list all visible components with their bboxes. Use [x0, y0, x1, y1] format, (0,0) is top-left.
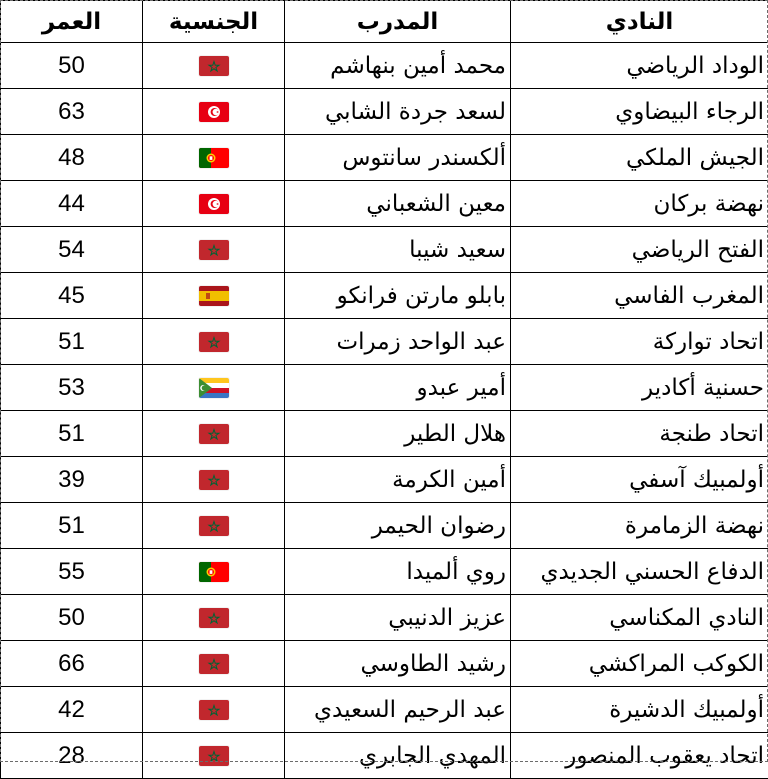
- table-row: [1, 687, 768, 733]
- table-body: [1, 43, 768, 779]
- table-row: [1, 457, 768, 503]
- nationality-cell: [143, 319, 285, 365]
- age-cell: 51: [1, 411, 143, 457]
- club-cell: الكوكب المراكشي: [511, 641, 768, 687]
- header-row: [1, 1, 768, 43]
- coach-cell: أمين الكرمة: [285, 457, 511, 503]
- table-row: [1, 319, 768, 365]
- age-cell: 48: [1, 135, 143, 181]
- header-nationality: الجنسية: [143, 1, 285, 43]
- club-cell: نهضة الزمامرة: [511, 503, 768, 549]
- club-cell: أولمبيك آسفي: [511, 457, 768, 503]
- age-cell: 66: [1, 641, 143, 687]
- coach-cell: رضوان الحيمر: [285, 503, 511, 549]
- morocco-flag-icon: [199, 424, 229, 444]
- header-age: العمر: [1, 1, 143, 43]
- nationality-cell: [143, 365, 285, 411]
- coach-cell: رشيد الطاوسي: [285, 641, 511, 687]
- age-cell: 51: [1, 503, 143, 549]
- spain-flag-icon: [199, 286, 229, 306]
- coach-cell: ألكسندر سانتوس: [285, 135, 511, 181]
- table-row: [1, 43, 768, 89]
- coach-cell: هلال الطير: [285, 411, 511, 457]
- nationality-cell: [143, 89, 285, 135]
- coach-cell: روي ألميدا: [285, 549, 511, 595]
- morocco-flag-icon: [199, 516, 229, 536]
- coach-cell: المهدي الجابري: [285, 733, 511, 779]
- age-cell: 42: [1, 687, 143, 733]
- age-cell: 28: [1, 733, 143, 779]
- age-cell: 63: [1, 89, 143, 135]
- table-row: [1, 733, 768, 779]
- nationality-cell: [143, 227, 285, 273]
- table-row: [1, 503, 768, 549]
- age-cell: 44: [1, 181, 143, 227]
- club-cell: الدفاع الحسني الجديدي: [511, 549, 768, 595]
- tunisia-flag-icon: [199, 194, 229, 214]
- age-cell: 55: [1, 549, 143, 595]
- header-club: النادي: [511, 1, 768, 43]
- portugal-flag-icon: [199, 562, 229, 582]
- nationality-cell: [143, 273, 285, 319]
- coach-cell: عبد الرحيم السعيدي: [285, 687, 511, 733]
- coach-cell: عبد الواحد زمرات: [285, 319, 511, 365]
- header-coach: المدرب: [285, 1, 511, 43]
- table-row: [1, 641, 768, 687]
- club-cell: المغرب الفاسي: [511, 273, 768, 319]
- coach-cell: سعيد شيبا: [285, 227, 511, 273]
- table-row: [1, 89, 768, 135]
- coach-cell: محمد أمين بنهاشم: [285, 43, 511, 89]
- club-cell: اتحاد تواركة: [511, 319, 768, 365]
- club-cell: اتحاد طنجة: [511, 411, 768, 457]
- comoros-flag-icon: [199, 378, 229, 398]
- coach-cell: عزيز الدنيبي: [285, 595, 511, 641]
- nationality-cell: [143, 135, 285, 181]
- morocco-flag-icon: [199, 608, 229, 628]
- morocco-flag-icon: [199, 470, 229, 490]
- club-cell: حسنية أكادير: [511, 365, 768, 411]
- nationality-cell: [143, 181, 285, 227]
- nationality-cell: [143, 595, 285, 641]
- portugal-flag-icon: [199, 148, 229, 168]
- morocco-flag-icon: [199, 240, 229, 260]
- coach-cell: لسعد جردة الشابي: [285, 89, 511, 135]
- table-row: [1, 273, 768, 319]
- age-cell: 51: [1, 319, 143, 365]
- coach-cell: بابلو مارتن فرانكو: [285, 273, 511, 319]
- club-cell: اتحاد يعقوب المنصور: [511, 733, 768, 779]
- table-row: [1, 181, 768, 227]
- table-row: [1, 365, 768, 411]
- nationality-cell: [143, 457, 285, 503]
- age-cell: 50: [1, 43, 143, 89]
- nationality-cell: [143, 503, 285, 549]
- club-cell: الفتح الرياضي: [511, 227, 768, 273]
- club-cell: الرجاء البيضاوي: [511, 89, 768, 135]
- nationality-cell: [143, 733, 285, 779]
- morocco-flag-icon: [199, 654, 229, 674]
- club-cell: الجيش الملكي: [511, 135, 768, 181]
- nationality-cell: [143, 641, 285, 687]
- coach-cell: أمير عبدو: [285, 365, 511, 411]
- table-row: [1, 411, 768, 457]
- nationality-cell: [143, 687, 285, 733]
- table-row: [1, 549, 768, 595]
- club-cell: أولمبيك الدشيرة: [511, 687, 768, 733]
- table-row: [1, 595, 768, 641]
- age-cell: 53: [1, 365, 143, 411]
- morocco-flag-icon: [199, 746, 229, 766]
- table-row: [1, 227, 768, 273]
- nationality-cell: [143, 43, 285, 89]
- coach-cell: معين الشعباني: [285, 181, 511, 227]
- age-cell: 45: [1, 273, 143, 319]
- nationality-cell: [143, 411, 285, 457]
- morocco-flag-icon: [199, 700, 229, 720]
- morocco-flag-icon: [199, 332, 229, 352]
- club-cell: الوداد الرياضي: [511, 43, 768, 89]
- table-row: [1, 135, 768, 181]
- age-cell: 54: [1, 227, 143, 273]
- club-cell: نهضة بركان: [511, 181, 768, 227]
- morocco-flag-icon: [199, 56, 229, 76]
- tunisia-flag-icon: [199, 102, 229, 122]
- age-cell: 39: [1, 457, 143, 503]
- nationality-cell: [143, 549, 285, 595]
- club-cell: النادي المكناسي: [511, 595, 768, 641]
- age-cell: 50: [1, 595, 143, 641]
